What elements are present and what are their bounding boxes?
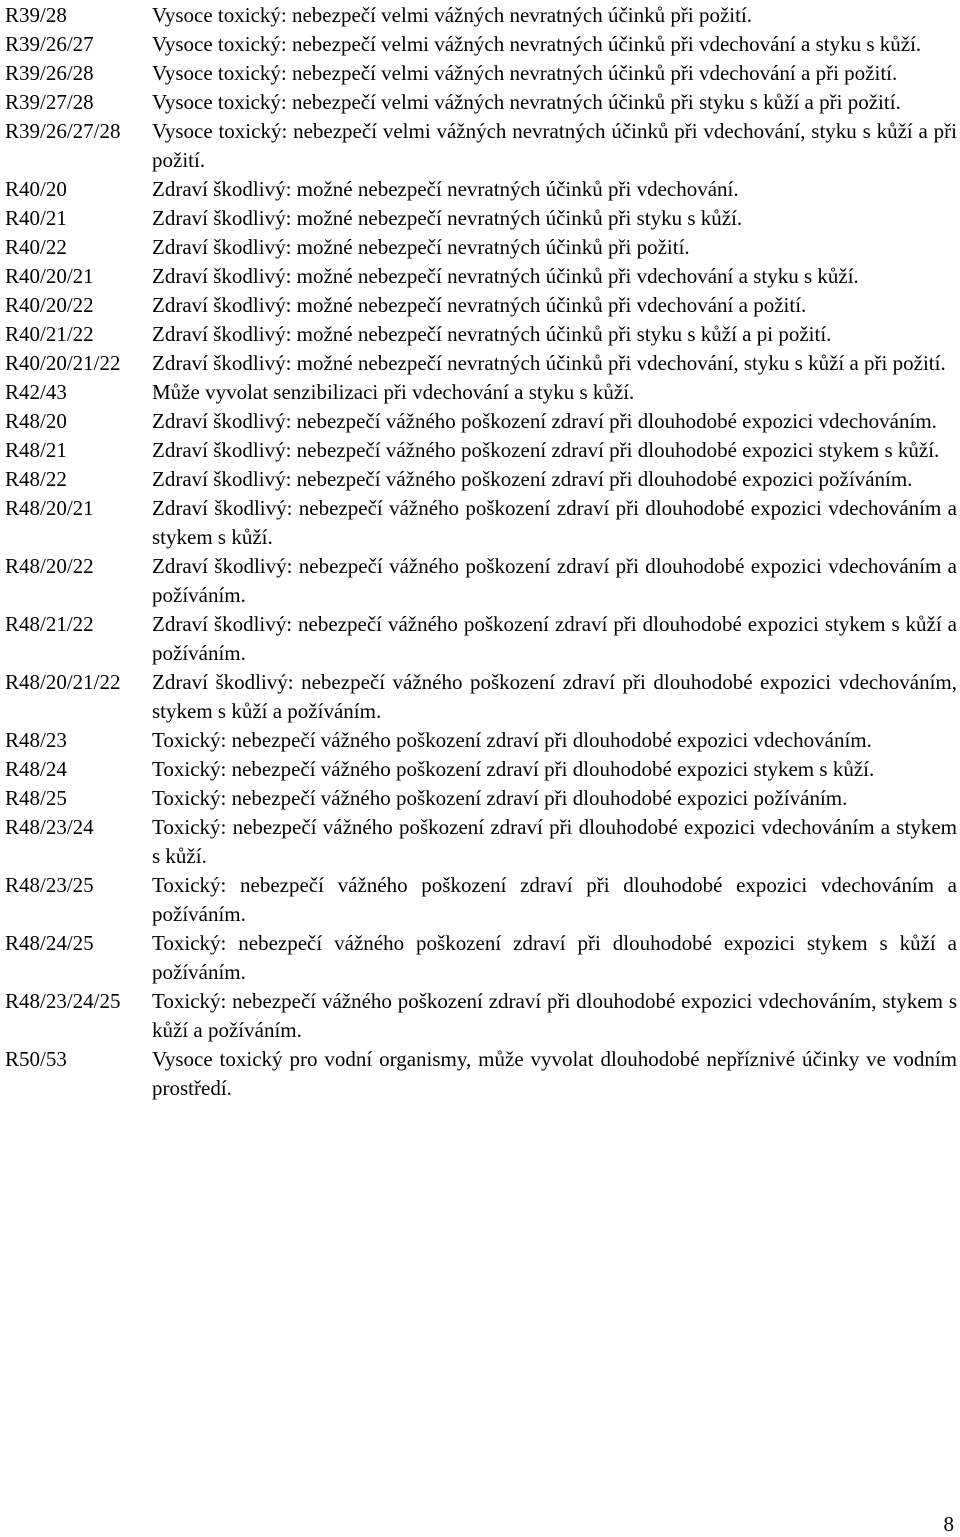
list-item — [5, 726, 957, 755]
list-item — [5, 610, 957, 668]
phrase-text: Zdraví škodlivý: nebezpečí vážného poškození zdraví při dlouhodobé expozici stykem s kůží. — [152, 438, 940, 462]
phrase-text: Zdraví škodlivý: možné nebezpečí nevratných účinků při styku s kůží a pi požití. — [152, 322, 832, 346]
list-item — [5, 407, 957, 436]
phrase-text: Vysoce toxický: nebezpečí velmi vážných nevratných účinků při požití. — [152, 3, 753, 27]
phrase-code: R50/53 — [5, 1045, 71, 1074]
phrase-text: Vysoce toxický: nebezpečí velmi vážných nevratných účinků při vdechování, styku s kůží a při požití. — [152, 119, 957, 172]
list-item — [5, 755, 957, 784]
phrase-code: R42/43 — [5, 378, 71, 407]
phrase-code: R39/26/27/28 — [5, 117, 125, 146]
list-item — [5, 349, 957, 378]
list-item — [5, 233, 957, 262]
phrase-code: R40/20/21 — [5, 262, 152, 291]
list-item — [5, 204, 957, 233]
phrase-code: R48/21/22 — [5, 610, 98, 639]
list-item — [5, 1045, 957, 1103]
phrase-code: R48/22 — [5, 465, 71, 494]
phrase-text: Toxický: nebezpečí vážného poškození zdraví při dlouhodobé expozici požíváním. — [152, 786, 848, 810]
phrase-code: R40/20/22 — [5, 291, 98, 320]
phrase-text: Zdraví škodlivý: nebezpečí vážného poškození zdraví při dlouhodobé expozici vdechováním. — [152, 409, 937, 433]
list-item — [5, 320, 957, 349]
r-phrase-list — [5, 0, 957, 1103]
phrase-text: Vysoce toxický: nebezpečí velmi vážných nevratných účinků při styku s kůží a při požití. — [152, 90, 901, 114]
phrase-text: Toxický: nebezpečí vážného poškození zdraví při dlouhodobé expozici stykem s kůží. — [152, 757, 875, 781]
phrase-text: Zdraví škodlivý: možné nebezpečí nevratných účinků při vdechování, styku s kůží a při požití. — [152, 351, 946, 375]
phrase-text: Může vyvolat senzibilizaci při vdechování a styku s kůží. — [152, 380, 635, 404]
phrase-code: R39/26/27 — [5, 30, 98, 59]
phrase-code: R48/23/25 — [5, 871, 98, 900]
list-item — [5, 117, 957, 175]
phrase-text: Zdraví škodlivý: nebezpečí vážného poškození zdraví při dlouhodobé expozici stykem s kůží a požíváním. — [152, 612, 957, 665]
phrase-code: R48/24 — [5, 755, 71, 784]
phrase-code: R48/25 — [5, 784, 71, 813]
list-item — [5, 1, 957, 30]
phrase-code: R40/22 — [5, 233, 71, 262]
phrase-code: R48/20/22 — [5, 552, 98, 581]
phrase-text: Vysoce toxický pro vodní organismy, může vyvolat dlouhodobé nepříznivé účinky ve vodním prostředí. — [152, 1047, 957, 1100]
phrase-code: R40/21 — [5, 204, 71, 233]
list-item — [5, 494, 957, 552]
phrase-code: R48/23/24 — [5, 813, 98, 842]
list-item — [5, 30, 957, 59]
phrase-text: Zdraví škodlivý: možné nebezpečí nevratných účinků při styku s kůží. — [152, 206, 743, 230]
list-item — [5, 59, 957, 88]
phrase-code: R48/24/25 — [5, 929, 98, 958]
phrase-text: Toxický: nebezpečí vážného poškození zdraví při dlouhodobé expozici vdechováním a požíváním. — [152, 873, 957, 926]
phrase-code: R40/20 — [5, 175, 71, 204]
list-item — [5, 175, 957, 204]
phrase-text: Zdraví škodlivý: nebezpečí vážného poškození zdraví při dlouhodobé expozici požíváním. — [152, 467, 913, 491]
list-item — [5, 813, 957, 871]
phrase-code: R48/20/21 — [5, 494, 98, 523]
phrase-code: R48/20 — [5, 407, 71, 436]
list-item — [5, 668, 957, 726]
phrase-text: Zdraví škodlivý: nebezpečí vážného poškození zdraví při dlouhodobé expozici vdechováním a stykem s kůží. — [152, 496, 957, 549]
phrase-code: R48/23 — [5, 726, 71, 755]
list-item — [5, 465, 957, 494]
list-item — [5, 784, 957, 813]
page-number: 8 — [943, 1512, 954, 1536]
phrase-code: R48/20/21/22 — [5, 668, 125, 697]
phrase-text: Zdraví škodlivý: možné nebezpečí nevratných účinků při požití. — [152, 235, 690, 259]
phrase-code: R48/21 — [5, 436, 71, 465]
phrase-code: R39/26/28 — [5, 59, 98, 88]
list-item — [5, 88, 957, 117]
phrase-code: R40/20/21/22 — [5, 349, 125, 378]
phrase-text: Vysoce toxický: nebezpečí velmi vážných nevratných účinků při vdechování a při požití. — [152, 61, 898, 85]
list-item — [5, 987, 957, 1045]
list-item — [5, 378, 957, 407]
list-item — [5, 871, 957, 929]
list-item — [5, 262, 957, 291]
phrase-text: Toxický: nebezpečí vážného poškození zdraví při dlouhodobé expozici vdechováním. — [152, 728, 872, 752]
phrase-text: Toxický: nebezpečí vážného poškození zdraví při dlouhodobé expozici vdechováním, stykem s kůží a požíváním. — [152, 989, 957, 1042]
phrase-text: Zdraví škodlivý: nebezpečí vážného poškození zdraví při dlouhodobé expozici vdechováním a požíváním. — [152, 554, 957, 607]
phrase-text: Zdraví škodlivý: možné nebezpečí nevratných účinků při vdechování a styku s kůží. — [152, 264, 859, 288]
phrase-code: R48/23/24/25 — [5, 987, 125, 1016]
phrase-text: Toxický: nebezpečí vážného poškození zdraví při dlouhodobé expozici stykem s kůží a požíváním. — [152, 931, 957, 984]
phrase-code: R40/21/22 — [5, 320, 98, 349]
list-item — [5, 436, 957, 465]
list-item — [5, 291, 957, 320]
phrase-code: R39/27/28 — [5, 88, 98, 117]
phrase-text: Zdraví škodlivý: možné nebezpečí nevratných účinků při vdechování. — [152, 177, 739, 201]
phrase-text: Toxický: nebezpečí vážného poškození zdraví při dlouhodobé expozici vdechováním a stykem s kůží. — [152, 815, 957, 868]
phrase-text: Zdraví škodlivý: možné nebezpečí nevratných účinků při vdechování a požití. — [152, 293, 807, 317]
phrase-code: R39/28 — [5, 1, 71, 30]
list-item — [5, 552, 957, 610]
phrase-text: Vysoce toxický: nebezpečí velmi vážných nevratných účinků při vdechování a styku s kůží. — [152, 32, 922, 56]
phrase-text: Zdraví škodlivý: nebezpečí vážného poškození zdraví při dlouhodobé expozici vdechováním, stykem s kůží a požíváním. — [152, 670, 957, 723]
list-item — [5, 929, 957, 987]
